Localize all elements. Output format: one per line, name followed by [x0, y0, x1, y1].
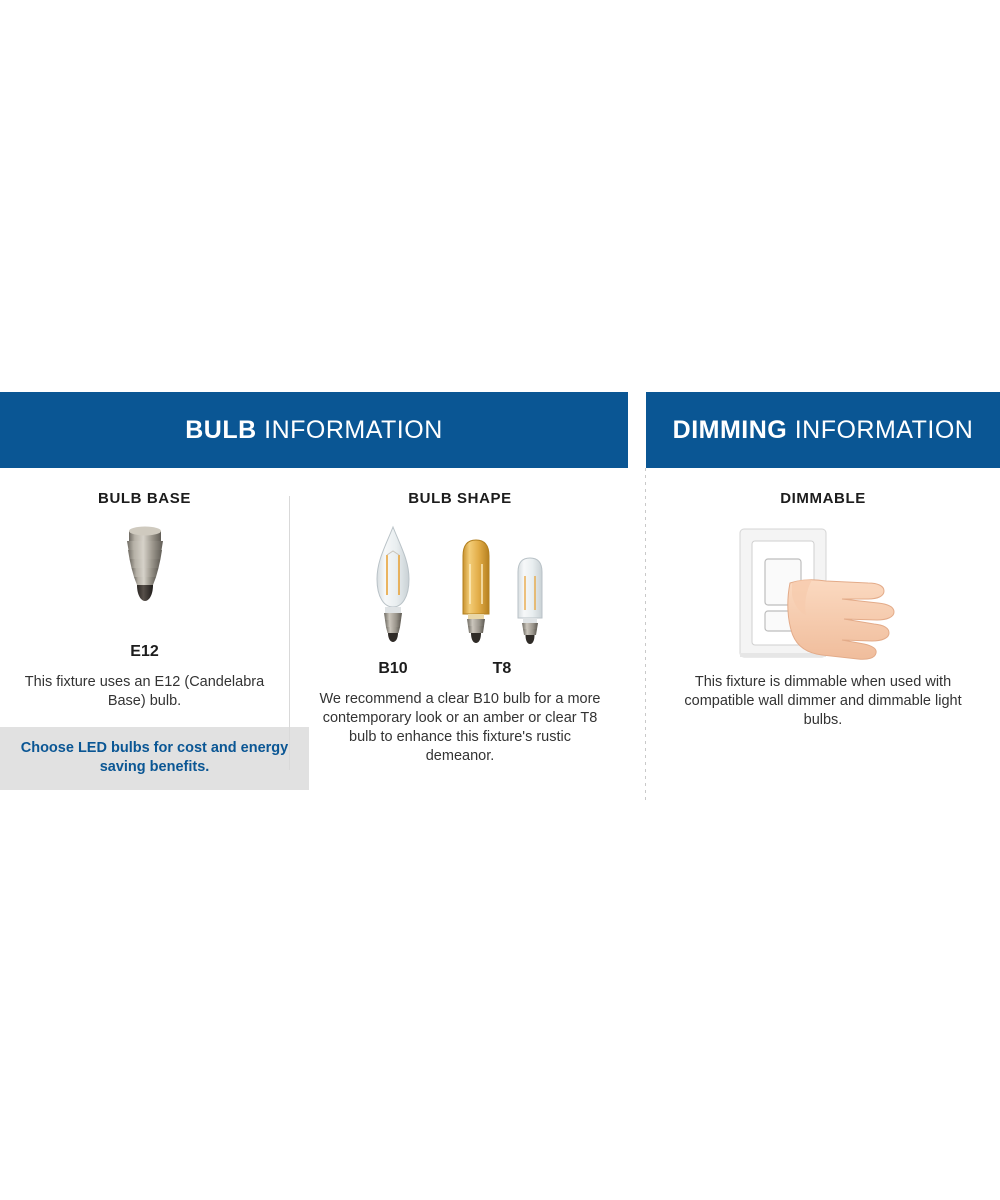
bulb-base-title: BULB BASE — [98, 490, 191, 507]
dimming-information-title-rest: INFORMATION — [787, 415, 974, 444]
bulb-information-panel — [0, 392, 628, 790]
bulb-base-column — [0, 490, 289, 790]
bulb-base-description: This fixture uses an E12 (Candelabra Base) bulb. — [24, 674, 265, 709]
dimming-information-header — [646, 392, 1000, 468]
t8-bulb-pair — [455, 530, 549, 648]
panel-dotted-separator — [645, 468, 646, 800]
bulb-information-header — [0, 392, 628, 468]
bulb-information-title-bold: BULB — [185, 415, 257, 444]
bulb-shape-description: We recommend a clear B10 bulb for a more contemporary look or an amber or clear T8 bulb to enhance this fixture's rustic demeanor. — [319, 691, 601, 764]
bulb-shape-b10 — [371, 525, 415, 678]
bulb-and-dimming-information — [0, 392, 1000, 790]
bulb-information-title-rest: INFORMATION — [256, 415, 443, 444]
bulb-information-title — [185, 416, 443, 445]
dimming-information-body — [646, 468, 1000, 730]
bulb-shape-t8-label: T8 — [492, 660, 512, 677]
e12-bulb-base-icon — [107, 525, 183, 633]
t8-amber-bulb-icon — [455, 530, 497, 648]
dimmable-description: This fixture is dimmable when used with compatible wall dimmer and dimmable light bulbs. — [684, 674, 962, 728]
bulb-information-body — [0, 468, 628, 790]
bulb-shapes-row — [292, 525, 628, 678]
dimmable-column — [646, 490, 1000, 730]
b10-bulb-icon — [371, 525, 415, 643]
panels-row — [0, 392, 1000, 790]
bulb-shape-title: BULB SHAPE — [408, 490, 512, 507]
wall-dimmer-with-hand-icon — [718, 525, 928, 661]
dimming-information-title — [673, 416, 974, 445]
dimmable-title: DIMMABLE — [780, 490, 866, 507]
bulb-shape-column — [290, 490, 628, 790]
bulb-base-label: E12 — [130, 643, 159, 660]
bulb-shape-t8 — [455, 530, 549, 678]
dimming-information-panel — [646, 392, 1000, 790]
t8-clear-bulb-icon — [511, 548, 549, 648]
led-bulb-tip: Choose LED bulbs for cost and energy saving benefits. — [0, 727, 309, 790]
dimming-information-title-bold: DIMMING — [672, 415, 788, 444]
bulb-shape-b10-label: B10 — [378, 660, 408, 677]
panel-gap — [628, 392, 646, 790]
